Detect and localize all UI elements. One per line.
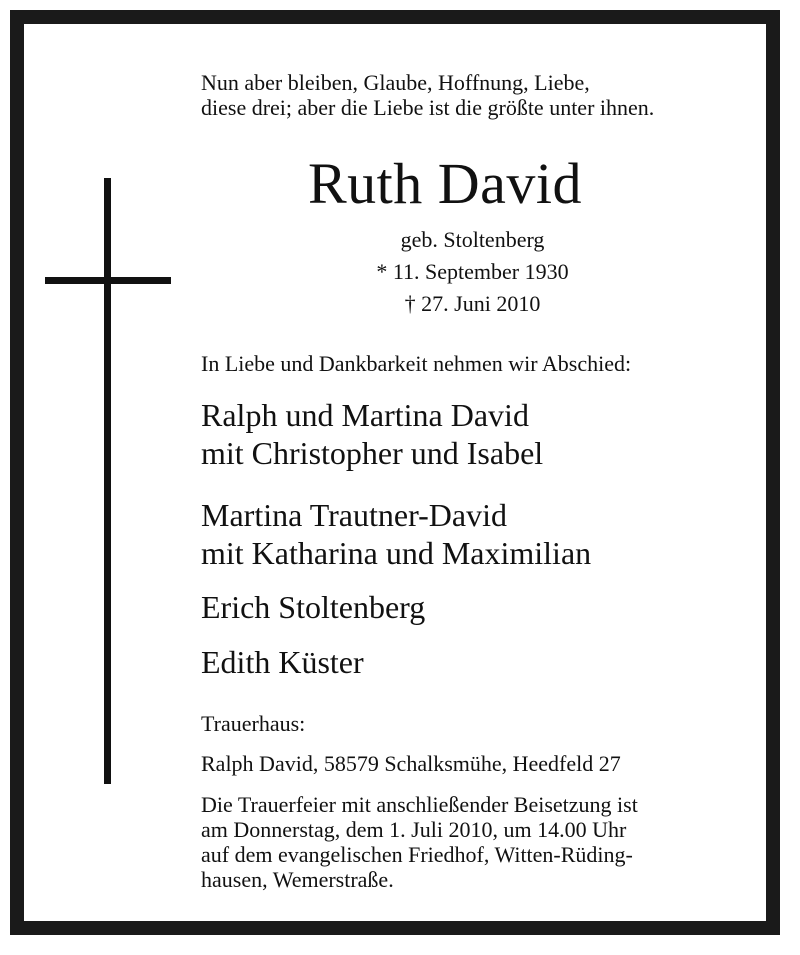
farewell-intro: In Liebe und Dankbarkeit nehmen wir Abschied: xyxy=(201,351,632,376)
funeral-service-info xyxy=(201,792,751,892)
deceased-name: Ruth David xyxy=(307,151,583,216)
service-line: am Donnerstag, dem 1. Juli 2010, um 14.00 Uhr xyxy=(201,817,627,842)
death-date: † 27. Juni 2010 xyxy=(404,291,541,316)
family-name: Edith Küster xyxy=(201,644,364,680)
mourning-house-address: Ralph David, 58579 Schalksmühe, Heedfeld 27 xyxy=(201,751,621,776)
bible-verse-line: Nun aber bleiben, Glaube, Hoffnung, Liebe, xyxy=(201,70,590,95)
maiden-name: geb. Stoltenberg xyxy=(400,227,545,252)
family-name: Ralph und Martina David xyxy=(201,397,529,433)
family-children: mit Katharina und Maximilian xyxy=(201,535,592,571)
family-children: mit Christopher und Isabel xyxy=(201,435,544,471)
bible-verse xyxy=(201,70,654,120)
service-line: hausen, Wemerstraße. xyxy=(201,867,394,892)
family-entry xyxy=(201,643,364,681)
family-name: Erich Stoltenberg xyxy=(201,589,426,625)
family-entry xyxy=(201,496,591,572)
birth-date: * 11. September 1930 xyxy=(376,259,569,284)
service-line: auf dem evangelischen Friedhof, Witten-Rüding- xyxy=(201,842,633,867)
family-name: Martina Trautner-David xyxy=(201,497,507,533)
family-entry xyxy=(201,396,543,472)
mourning-house-label: Trauerhaus: xyxy=(201,711,306,736)
family-entry xyxy=(201,588,425,626)
service-line: Die Trauerfeier mit anschließender Beisetzung ist xyxy=(201,792,638,817)
bible-verse-line: diese drei; aber die Liebe ist die größte unter ihnen. xyxy=(201,95,655,120)
